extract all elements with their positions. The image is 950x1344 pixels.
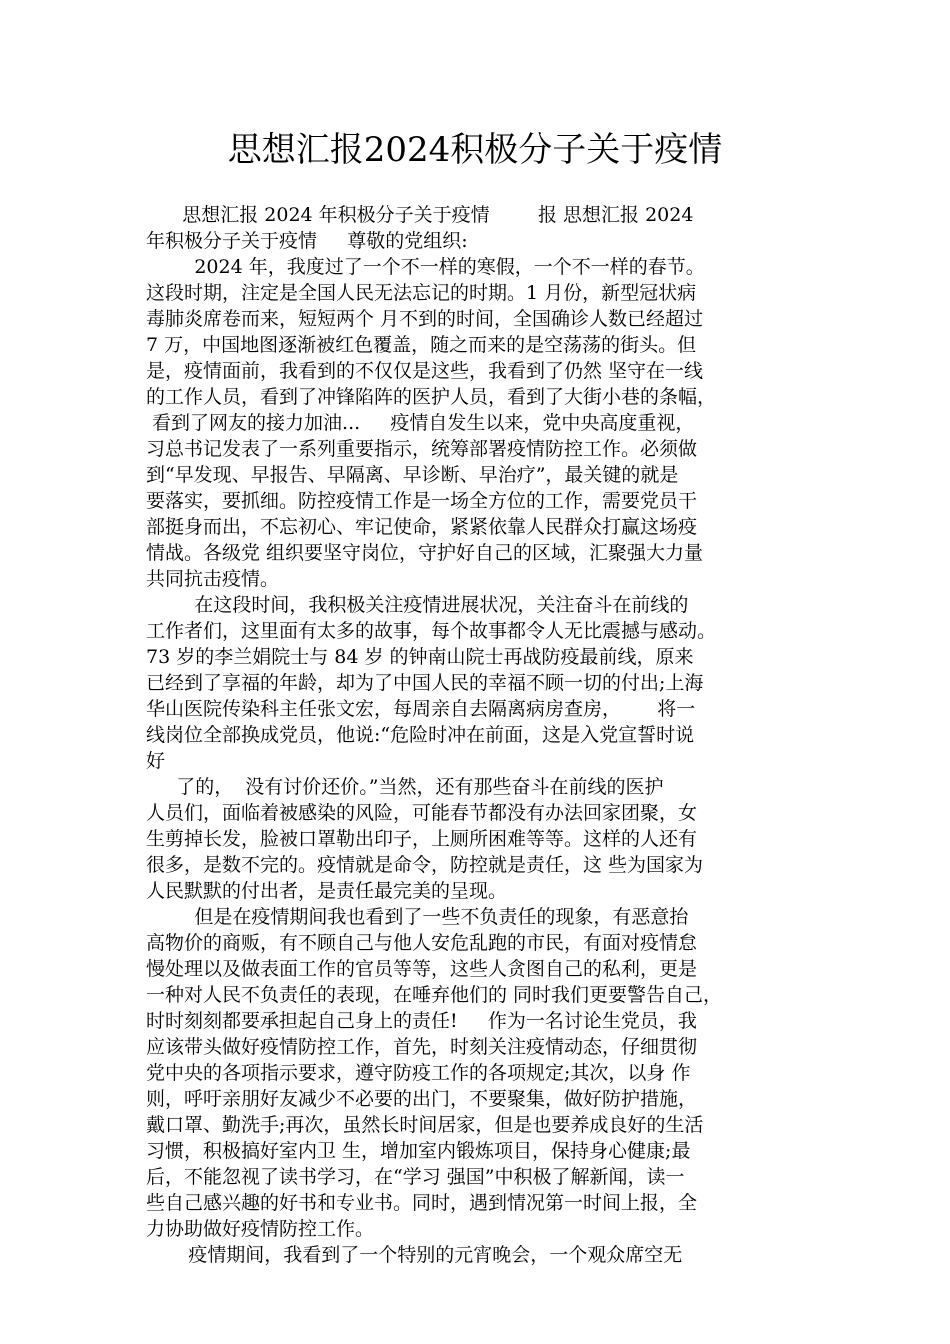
body-line: 时时刻刻都要承担起自己身上的责任! 作为一名讨论生党员，我	[146, 1010, 697, 1032]
body-line: 习惯，积极搞好室内卫 生，增加室内锻炼项目，保持身心健康;最	[146, 1140, 691, 1162]
body-line: 线岗位全部换成党员，他说:“危险时冲在前面，这是入党宣誓时说	[146, 724, 695, 746]
body-line: 则，呼吁亲朋好友减少不必要的出门，不要聚集，做好防护措施，	[146, 1088, 698, 1110]
body-line: 这段时期，注定是全国人民无法忘记的时期。1 月份，新型冠状病	[146, 282, 697, 304]
body-line: 些自己感兴趣的好书和专业书。同时，遇到情况第一时间上报，全	[146, 1192, 698, 1214]
body-line: 看到了网友的接力加油... 疫情自发生以来，党中央高度重视，	[146, 412, 695, 434]
body-line: 2024 年，我度过了一个不一样的寒假，一个不一样的春节。	[146, 256, 705, 278]
document-title: 思想汇报2024积极分子关于疫情	[227, 130, 723, 170]
body-line: 戴口罩、勤洗手;再次，虽然长时间居家，但是也要养成良好的生活	[146, 1114, 704, 1136]
body-line: 工作者们，这里面有太多的故事，每个故事都令人无比震撼与感动。	[146, 620, 717, 642]
body-line: 好	[146, 750, 166, 772]
body-line: 慢处理以及做表面工作的官员等等，这些人贪图自己的私利，更是	[146, 958, 698, 980]
body-line: 的工作人员，看到了冲锋陷阵的医护人员，看到了大街小巷的条幅，	[146, 386, 717, 408]
body-line: 毒肺炎席卷而来，短短两个 月不到的时间，全国确诊人数已经超过	[146, 308, 704, 330]
body-line: 要落实，要抓细。防控疫情工作是一场全方位的工作，需要党员干	[146, 490, 698, 512]
body-line: 党中央的各项指示要求，遵守防疫工作的各项规定;其次，以身 作	[146, 1062, 691, 1084]
body-line: 了的， 没有讨价还价。”当然，还有那些奋斗在前线的医护	[146, 776, 664, 798]
body-line: 已经到了享福的年龄，却为了中国人民的幸福不顾一切的付出;上海	[146, 672, 704, 694]
body-line: 情战。各级党 组织要坚守岗位，守护好自己的区域，汇聚强大力量	[146, 542, 704, 564]
body-line: 是，疫情面前，我看到的不仅仅是这些，我看到了仍然 坚守在一线	[146, 360, 704, 382]
body-line: 后，不能忽视了读书学习，在“学习 强国”中积极了解新闻，读一	[146, 1166, 685, 1188]
body-line: 人民默默的付出者，是责任最完美的呈现。	[146, 880, 508, 902]
body-line: 7 万，中国地图逐渐被红色覆盖，随之而来的是空荡荡的街头。但	[146, 334, 697, 356]
body-line: 共同抗击疫情。	[146, 568, 280, 590]
body-line: 到“早发现、早报告、早隔离、早诊断、早治疗”，最关键的就是	[146, 464, 679, 486]
body-line: 生剪掉长发，脸被口罩勒出印子，上厕所困难等等。这样的人还有	[146, 828, 698, 850]
body-line: 很多，是数不完的。疫情就是命令，防控就是责任，这 些为国家为	[146, 854, 704, 876]
body-line: 但是在疫情期间我也看到了一些不负责任的现象，有恶意抬	[146, 906, 689, 928]
body-line: 习总书记发表了一系列重要指示，统筹部署疫情防控工作。必须做	[146, 438, 698, 460]
body-line: 华山医院传染科主任张文宏，每周亲自去隔离病房查房， 将一	[146, 698, 696, 720]
body-line: 在这段时间，我积极关注疫情进展状况，关注奋斗在前线的	[146, 594, 689, 616]
body-line: 73 岁的李兰娟院士与 84 岁 的钟南山院士再战防疫最前线，原来	[146, 646, 694, 668]
body-line: 人员们，面临着被感染的风险，可能春节都没有办法回家团聚，女	[146, 802, 698, 824]
body-line: 一种对人民不负责任的表现，在唾弃他们的 同时我们更要警告自己，	[146, 984, 723, 1006]
body-line: 年积极分子关于疫情 尊敬的党组织:	[146, 230, 468, 252]
body-line: 力协助做好疫情防控工作。	[146, 1218, 375, 1240]
document-body	[146, 202, 830, 1268]
body-line: 思想汇报 2024 年积极分子关于疫情 报 思想汇报 2024	[146, 204, 694, 226]
body-line: 部挺身而出，不忘初心、牢记使命，紧紧依靠人民群众打赢这场疫	[146, 516, 698, 538]
body-line: 疫情期间，我看到了一个特别的元宵晚会，一个观众席空无	[146, 1244, 683, 1266]
body-line: 应该带头做好疫情防控工作，首先，时刻关注疫情动态，仔细贯彻	[146, 1036, 698, 1058]
body-line: 高物价的商贩，有不顾自己与他人安危乱跑的市民，有面对疫情怠	[146, 932, 698, 954]
